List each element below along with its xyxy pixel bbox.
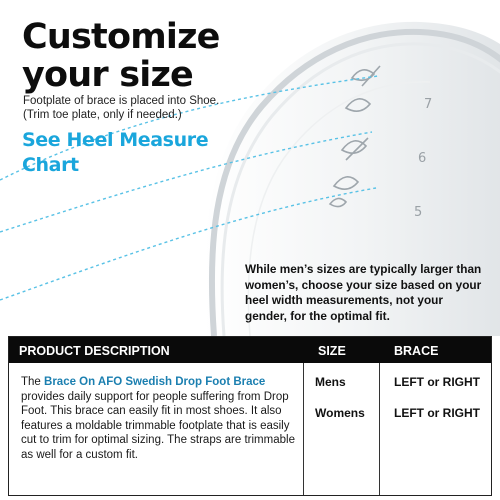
header-size: SIZE (318, 344, 346, 358)
brace-mens: LEFT or RIGHT (394, 375, 480, 389)
column-divider (379, 363, 380, 495)
header-brace: BRACE (394, 344, 439, 358)
product-table (8, 336, 492, 496)
link-line-1: See Heel Measure (22, 129, 209, 151)
footplate-instructions (23, 94, 219, 122)
header-product-description: PRODUCT DESCRIPTION (19, 344, 170, 358)
description-body: provides daily support for people suffering from Drop Foot. This brace can easily fit in most shoes. It also features a moldable trimmable footplate that is easily cut to trim for optimal sizing. The straps are trimmable as well for a custom fit. (21, 390, 295, 461)
instruction-line-1: Footplate of brace is placed into Shoe. (23, 95, 220, 107)
size-mark-5: 5 (414, 205, 423, 220)
size-mark-6: 6 (418, 151, 427, 166)
product-name-link[interactable]: Brace On AFO Swedish Drop Foot Brace (44, 376, 266, 388)
description-prefix: The (21, 376, 45, 388)
link-line-2: Chart (22, 154, 79, 176)
table-header (9, 337, 491, 363)
title-line-1: Customize (22, 17, 220, 57)
column-divider (303, 363, 304, 495)
product-description (21, 375, 297, 463)
sizing-note: While men’s sizes are typically larger than women’s, choose your size based on your heel width measurements, not your gender, for the optimal fit. (245, 262, 482, 323)
size-womens: Womens (315, 406, 365, 420)
page-title (22, 18, 220, 94)
instruction-line-2: (Trim toe plate, only if needed.) (23, 109, 182, 121)
brace-womens: LEFT or RIGHT (394, 406, 480, 420)
size-mark-7: 7 (424, 97, 433, 112)
heel-measure-chart-link[interactable] (22, 128, 208, 178)
size-mens: Mens (315, 375, 346, 389)
title-line-2: your size (22, 55, 193, 95)
